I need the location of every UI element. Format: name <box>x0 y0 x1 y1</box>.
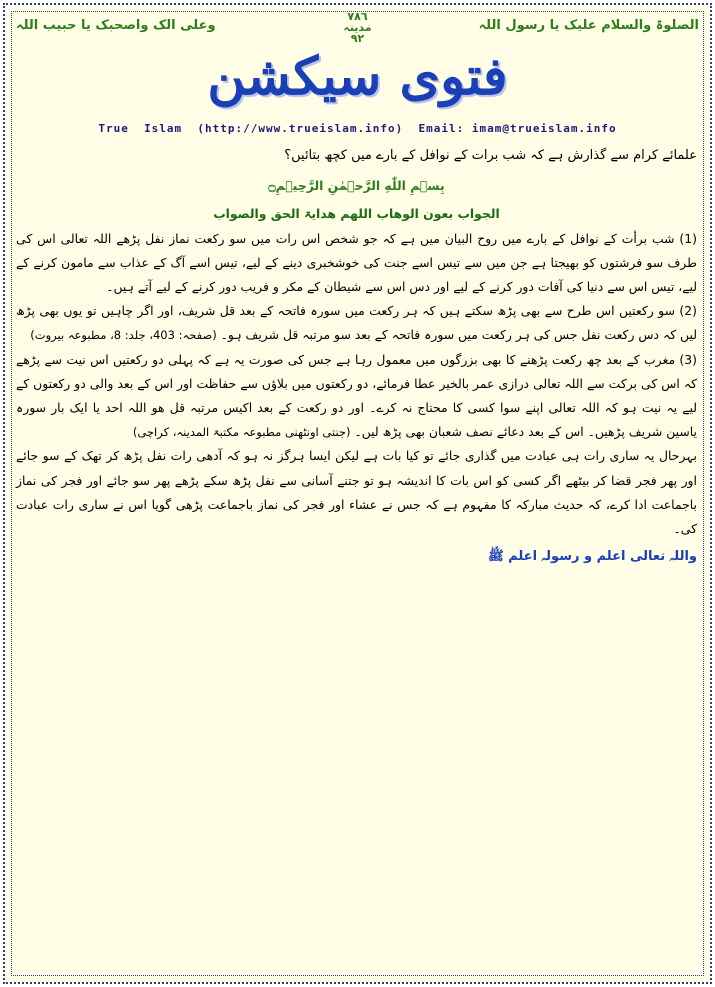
paragraph-1-text: (1) شب برأت کے نوافل کے بارے میں روح البیان میں ہے کہ جو شخص اس رات میں سو رکعت نماز نفل پڑھے اللہ تعالی اس کی طرف سو فرشتوں کو بھیجتا ہے جن میں سے تیس اسے جنت کی خوشخبری دینے کے لیے، تیس اسے آگ کے عذاب سے مامون کرنے کے لیے، تیس اس سے دنیا کی آفات دور کرنے کے لیے اور دس اس سے شیطان کے مکر و فریب دور کرنے کے لیے آتے ہیں۔ <box>16 230 697 295</box>
page-frame <box>3 3 712 984</box>
page-number <box>328 11 388 44</box>
header-salutation-left: وعلی الک واصحبک یا حبیب اللہ <box>16 18 216 33</box>
site-info-line: True Islam (http://www.trueislam.info) Email: imam@trueislam.info <box>98 122 617 135</box>
paragraph-4-text: بہرحال یہ ساری رات ہی عبادت میں گذاری جائے تو کیا بات ہے لیکن ایسا ہرگز نہ ہو کہ آدھی رات نفل پڑھ کر تھک کے سو جائے اور پھر فجر قضا کر بیٹھے اگر کسی کو اس بات کا اندیشہ ہو تو جتنے آسانی سے نفل پڑھ سکے پڑھے پھر سو جائے اور فجر کی نماز باجماعت ادا کرے، کہ حدیث مبارکہ کا مفہوم ہے کہ جس نے عشاء اور فجر کی نماز باجماعت پڑھی گویا اس نے ساری رات عبادت کی۔ <box>16 448 697 537</box>
page-title: فتوی سیکشن <box>207 46 508 107</box>
header-salutation-right: الصلوۃ والسلام علیک یا رسول اللہ <box>478 18 699 33</box>
fatwa-body <box>16 144 697 569</box>
paragraph-3-text: (3) مغرب کے بعد چھ رکعت پڑھنے کا بھی بزرگوں میں معمول رہا ہے جس کی صورت یہ ہے کہ پہلی دو رکعتیں اس نیت سے پڑھے کہ اس کی برکت سے اللہ تعالی درازی عمر بالخیر عطا فرمائے، دو رکعتوں میں بلاؤں سے حفاظت اور اس کے بعد والی دو رکعتوں کے لیے یہ نیت ہو کہ اللہ تعالی اپنے سوا کسی کا محتاج نہ کرے۔ اور دو رکعت کے بعد اکیس مرتبہ قل ھو اللہ احد یا ایک بار سورہ یاسین شریف پڑھیں۔ اس کے بعد دعائے نصف شعبان بھی پڑھ لیں۔ <box>16 351 697 440</box>
paragraph-4 <box>16 444 697 541</box>
paragraph-2 <box>16 299 697 347</box>
page-number-bottom: ٩٢ <box>350 32 365 45</box>
closing-line: واللہ تعالی اعلم و رسولہ اعلم ﷺ <box>487 549 697 565</box>
page-number-middle: مدینہ <box>343 21 372 34</box>
paragraph-2-text: (2) سو رکعتیں اس طرح سے بھی پڑھ سکتے ہیں کہ ہر رکعت میں سورہ فاتحہ کے بعد قل شریف، اور اگر چاہیں تو یوں بھی پڑھ لیں کہ دس رکعت نفل جس کی ہر رکعت میں سورہ فاتحہ کے بعد سو مرتبہ قل شریف ہو۔ <box>16 303 697 343</box>
bismillah: بِسۡمِ اللّٰهِ الرَّحۡمٰنِ الرَّحِيۡمِ۝ <box>268 178 445 194</box>
paragraph-3 <box>16 348 697 445</box>
page-inner-border <box>11 11 704 976</box>
page-number-top: ٧٨٦ <box>347 10 368 23</box>
reference-1: (صفحہ: 403، جلد: 8، مطبوعہ بیروت) <box>30 328 217 343</box>
question-text: علمائے کرام سے گذارش ہے کہ شب برات کے نوافل کے بارے میں کچھ بتائیں؟ <box>284 148 697 163</box>
answer-opening: الجواب بعون الوھاب اللھم ھدایۃ الحق والصواب <box>213 206 500 222</box>
paragraph-1 <box>16 227 697 300</box>
reference-2: (جنتی اونٹھنی مطبوعہ مکتبۃ المدینہ، کراچی) <box>132 425 351 440</box>
